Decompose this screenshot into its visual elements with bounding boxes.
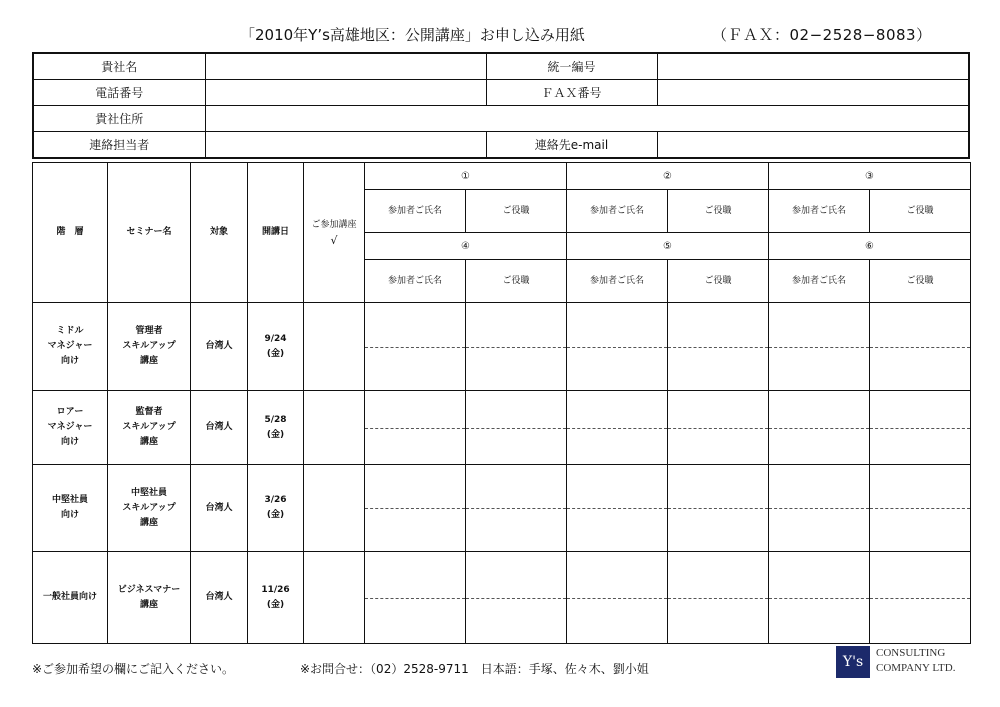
- participant-role-cell[interactable]: [668, 465, 769, 552]
- level-cell: [33, 465, 108, 552]
- slot-1: ①: [365, 163, 567, 190]
- slot-5: ⑤: [567, 233, 769, 260]
- date-cell: [248, 391, 304, 465]
- date-cell: [248, 552, 304, 644]
- level-cell-line: 中堅社員: [51, 495, 88, 505]
- level-cell-line: マネジャー: [47, 422, 93, 432]
- company-info-table: [32, 52, 970, 159]
- participant-name-cell[interactable]: [365, 391, 466, 465]
- participant-role-cell[interactable]: [870, 391, 971, 465]
- company-name-field[interactable]: [205, 53, 486, 80]
- company-name-label: 貴社名: [33, 53, 205, 80]
- participant-name-cell[interactable]: [769, 391, 870, 465]
- seminar-cell-line: スキルアップ: [122, 422, 176, 432]
- seminar-cell-line: 講座: [139, 356, 158, 366]
- join-checkbox-cell[interactable]: [304, 465, 365, 552]
- date-cell-line: (金): [266, 348, 285, 359]
- col-target-header: 対象: [191, 163, 248, 303]
- role-header: ご役職: [466, 260, 567, 303]
- seminar-cell-line: 講座: [139, 437, 158, 447]
- seminar-cell-line: 監督者: [135, 407, 163, 417]
- participant-name-cell[interactable]: [365, 303, 466, 391]
- level-cell-line: ロアー: [56, 407, 84, 417]
- level-cell-line: 向け: [60, 437, 79, 447]
- name-header: 参加者ご氏名: [769, 190, 870, 233]
- table-row: [33, 552, 971, 644]
- join-checkbox-cell[interactable]: [304, 303, 365, 391]
- seminar-cell-line: ビジネスマナー: [117, 584, 181, 595]
- date-cell-line: (金): [266, 510, 285, 520]
- table-row: [33, 391, 971, 465]
- role-header: ご役職: [668, 260, 769, 303]
- date-cell-line: (金): [266, 599, 285, 610]
- address-label: 貴社住所: [33, 106, 205, 132]
- company-line-2: COMPANY LTD.: [876, 662, 956, 674]
- email-label: 連絡先e-mail: [486, 132, 657, 159]
- company-name: [876, 646, 955, 676]
- role-header: ご役職: [466, 190, 567, 233]
- table-row: [33, 303, 971, 391]
- target-cell: 台湾人: [191, 552, 248, 644]
- check-mark: √: [330, 233, 338, 247]
- fax-field[interactable]: [657, 80, 969, 106]
- fax-label: ＦＡＸ番号: [486, 80, 657, 106]
- date-cell-line: 5/28: [264, 414, 287, 425]
- footer-contact: ※お問合せ：（02）2528-9711 日本語：手塚、佐々木、劉小姐: [300, 662, 649, 676]
- target-cell: 台湾人: [191, 303, 248, 391]
- address-field[interactable]: [205, 106, 969, 132]
- participant-role-cell[interactable]: [466, 552, 567, 644]
- participant-name-cell[interactable]: [365, 465, 466, 552]
- participant-name-cell[interactable]: [365, 552, 466, 644]
- name-header: 参加者ご氏名: [365, 190, 466, 233]
- participant-role-cell[interactable]: [466, 465, 567, 552]
- level-cell-line: マネジャー: [47, 341, 93, 351]
- participant-name-cell[interactable]: [567, 391, 668, 465]
- level-cell: [33, 303, 108, 391]
- slot-3: ③: [769, 163, 971, 190]
- seminar-cell: [108, 303, 191, 391]
- email-field[interactable]: [657, 132, 969, 159]
- date-cell: [248, 303, 304, 391]
- seminar-cell-line: スキルアップ: [122, 341, 176, 351]
- level-cell: [33, 552, 108, 644]
- seminar-cell-line: 講座: [139, 517, 158, 528]
- participant-role-cell[interactable]: [466, 303, 567, 391]
- participant-role-cell[interactable]: [870, 465, 971, 552]
- seminar-cell: [108, 552, 191, 644]
- role-header: ご役職: [870, 260, 971, 303]
- join-checkbox-cell[interactable]: [304, 391, 365, 465]
- name-header: 参加者ご氏名: [567, 190, 668, 233]
- seminar-cell: [108, 391, 191, 465]
- date-cell-line: 11/26: [261, 584, 290, 595]
- participant-role-cell[interactable]: [668, 552, 769, 644]
- col-seminar-header: セミナー名: [108, 163, 191, 303]
- form-title: 「2010年Y’s高雄地区：公開講座」お申し込み用紙: [240, 26, 585, 44]
- participant-role-cell[interactable]: [870, 303, 971, 391]
- role-header: ご役職: [870, 190, 971, 233]
- participant-role-cell[interactable]: [668, 303, 769, 391]
- fax-number: （ＦＡＸ：02−2528−8083）: [712, 26, 932, 44]
- tax-id-label: 統一編号: [486, 53, 657, 80]
- tax-id-field[interactable]: [657, 53, 969, 80]
- participant-name-cell[interactable]: [567, 303, 668, 391]
- company-logo: Y's: [836, 646, 870, 678]
- target-cell: 台湾人: [191, 391, 248, 465]
- target-cell: 台湾人: [191, 465, 248, 552]
- registration-table: [32, 162, 971, 644]
- col-level-header: 階 層: [33, 163, 108, 303]
- date-cell-line: 9/24: [264, 333, 287, 344]
- participant-role-cell[interactable]: [870, 552, 971, 644]
- date-cell-line: 3/26: [264, 495, 287, 505]
- participant-name-cell[interactable]: [769, 465, 870, 552]
- company-line-1: CONSULTING: [876, 647, 946, 659]
- seminar-cell: [108, 465, 191, 552]
- date-cell: [248, 465, 304, 552]
- col-join-header: [304, 163, 365, 303]
- footer-note: ※ご参加希望の欄にご記入ください。: [32, 662, 235, 676]
- seminar-cell-line: 管理者: [135, 326, 163, 336]
- col-join-label: ご参加講座: [311, 219, 357, 230]
- phone-field[interactable]: [205, 80, 486, 106]
- level-cell-line: 向け: [60, 356, 79, 366]
- participant-name-cell[interactable]: [769, 303, 870, 391]
- level-cell: [33, 391, 108, 465]
- participant-role-cell[interactable]: [668, 391, 769, 465]
- seminar-cell-line: スキルアップ: [122, 502, 176, 513]
- level-cell-line: 向け: [60, 510, 79, 520]
- name-header: 参加者ご氏名: [769, 260, 870, 303]
- name-header: 参加者ご氏名: [365, 260, 466, 303]
- role-header: ご役職: [668, 190, 769, 233]
- date-cell-line: (金): [266, 429, 285, 440]
- level-cell-line: 一般社員向け: [42, 592, 97, 602]
- phone-label: 電話番号: [33, 80, 205, 106]
- slot-4: ④: [365, 233, 567, 260]
- level-cell-line: ミドル: [56, 326, 84, 336]
- participant-name-cell[interactable]: [567, 552, 668, 644]
- slot-2: ②: [567, 163, 769, 190]
- contact-field[interactable]: [205, 132, 486, 159]
- join-checkbox-cell[interactable]: [304, 552, 365, 644]
- participant-role-cell[interactable]: [466, 391, 567, 465]
- col-date-header: 開講日: [248, 163, 304, 303]
- seminar-cell-line: 中堅社員: [130, 487, 167, 498]
- slot-6: ⑥: [769, 233, 971, 260]
- name-header: 参加者ご氏名: [567, 260, 668, 303]
- participant-name-cell[interactable]: [567, 465, 668, 552]
- participant-name-cell[interactable]: [769, 552, 870, 644]
- seminar-cell-line: 講座: [139, 599, 158, 610]
- table-row: [33, 465, 971, 552]
- contact-label: 連絡担当者: [33, 132, 205, 159]
